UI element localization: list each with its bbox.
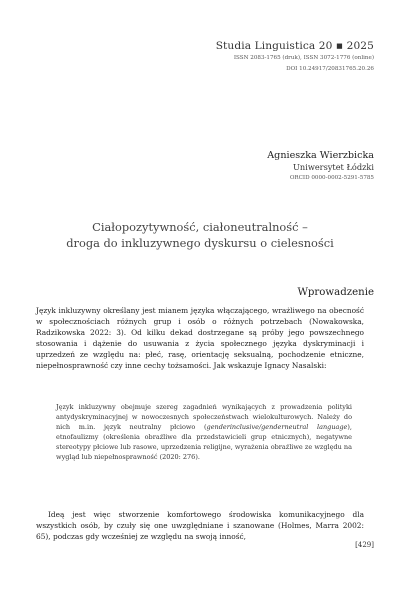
journal-issn: ISSN 2083-1765 (druk), ISSN 3072-1776 (online) bbox=[233, 55, 374, 61]
quote-italic-term: genderinclusive/genderneutral language bbox=[206, 423, 348, 431]
section-heading: Wprowadzenie bbox=[297, 287, 374, 298]
article-title-line-2: droga do inkluzywnego dyskursu o cielesności bbox=[66, 236, 334, 250]
author-name: Agnieszka Wierzbicka bbox=[267, 150, 374, 161]
journal-title: Studia Linguistica 20 ▪ 2025 bbox=[215, 40, 374, 52]
journal-doi: DOI 10.24917/20831765.20.26 bbox=[286, 66, 374, 72]
block-quote bbox=[56, 402, 352, 462]
article-title-line-1: Ciałopozytywność, ciałoneutralność – bbox=[92, 220, 308, 234]
page-number: [429] bbox=[355, 541, 374, 549]
article-title bbox=[20, 219, 380, 251]
body-paragraph-2: Ideą jest więc stworzenie komfortowego środowiska komunikacyjnego dla wszystkich osób, by czuły się one uwzględniane i szanowane (Holmes, Marra 2002: 65), podczas gdy wcześniej ze względu na swoją inność, bbox=[36, 510, 364, 541]
author-orcid: ORCID 0000-0002-5291-5785 bbox=[289, 175, 374, 181]
author-block bbox=[267, 150, 374, 181]
body-paragraph-1: Język inkluzywny określany jest mianem języka włączającego, wrażliwego na obecność w społecznościach różnych grup i osób o różnych potrzebach (Nowakowska, Radzikowska 2022: 3). Od kilku dekad dostrzegane są próby jego powszechnego stosowania i dążenie do usuwania z życia społecznego języka dyskryminacji i uprzedzeń ze względu na: płeć, rasę, orientację seksualną, pochodzenie etniczne, niepełnosprawność czy inne cechy tożsamości. Jak wskazuje Ignacy Nasalski: bbox=[36, 306, 364, 370]
quote-text-part-2: ), etnofaulizmy (określenia obraźliwe dla przedstawicieli grup etnicznych), negatywne stereotypy płciowe lub rasowe, uprzedzenia religijne, wyrażenia obraźliwe ze względu na wygląd lub niepełnosprawność (2020: 276). bbox=[56, 423, 352, 461]
author-affiliation: Uniwersytet Łódzki bbox=[293, 162, 374, 172]
journal-header bbox=[216, 40, 374, 74]
quote-text-part-1: Język inkluzywny obejmuje szereg zagadnień wynikających z prowadzenia polityki antydyskryminacyjnej w nowoczesnych społeczeństwach wielokulturowych. Należy do nich m.in. język neutralny płciowo ( bbox=[56, 403, 352, 431]
